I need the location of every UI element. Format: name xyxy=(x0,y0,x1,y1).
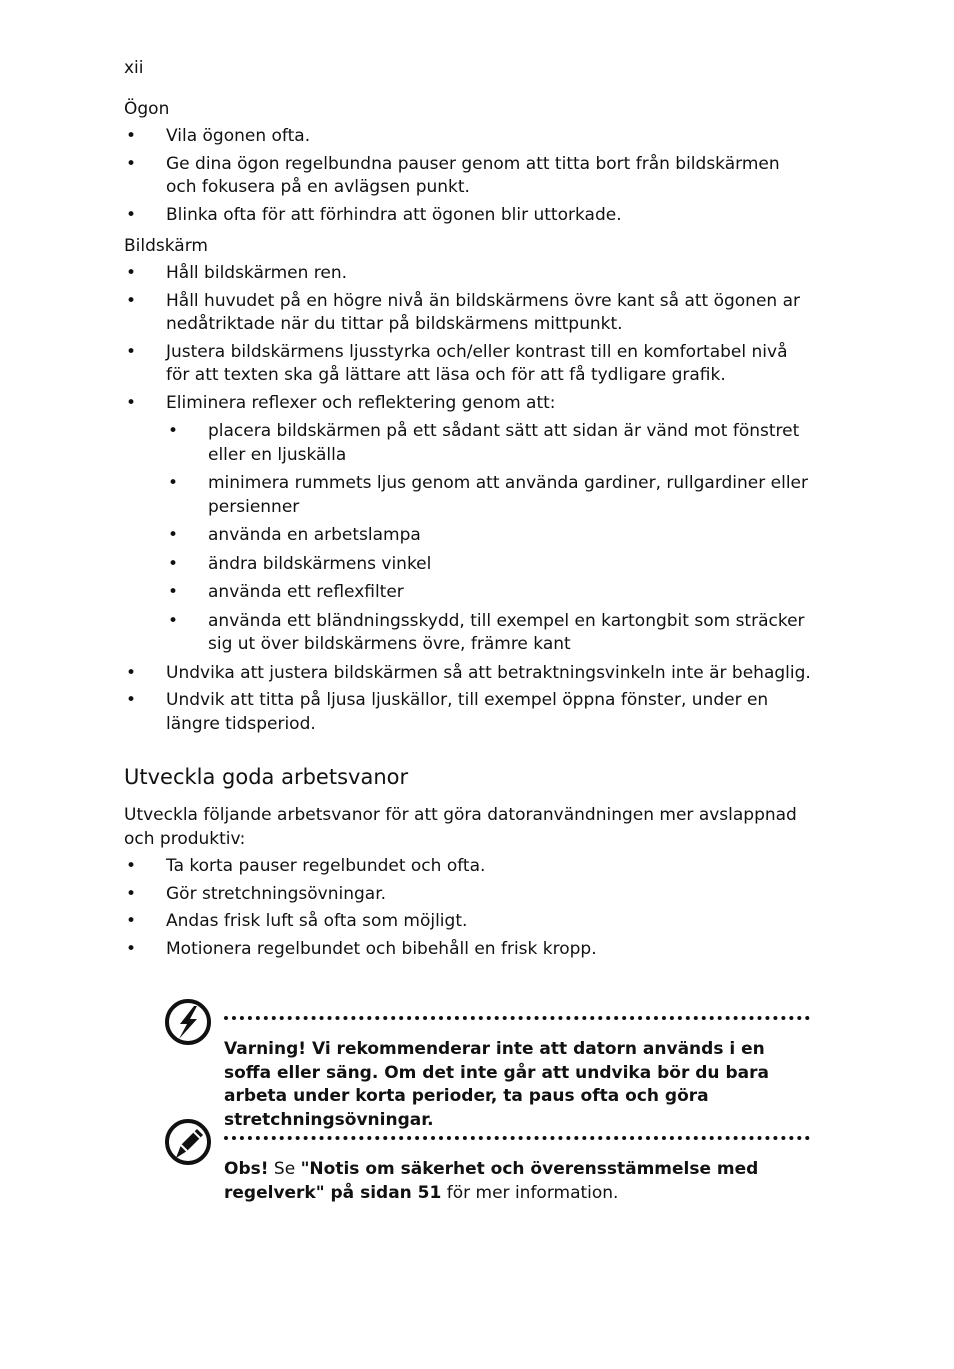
sublist-item: • använda ett reflexfilter xyxy=(166,581,814,605)
section-heading: Utveckla goda arbetsvanor xyxy=(124,765,409,789)
warning-notice xyxy=(164,998,810,1130)
pen-note-icon xyxy=(164,1118,212,1166)
lightning-warning-icon xyxy=(164,998,212,1046)
divider xyxy=(224,1016,810,1020)
sublist-item: • minimera rummets ljus genom att använda gardiner, rullgardiner eller persienner xyxy=(166,472,814,519)
section-label-display: Bildskärm xyxy=(124,236,208,256)
list-item: • Undvika att justera bildskärmen så att betraktningsvinkeln inte är behaglig. xyxy=(124,662,814,686)
eyes-list xyxy=(124,125,814,227)
note-text xyxy=(224,1158,810,1205)
sublist-item: • ändra bildskärmens vinkel xyxy=(166,553,814,577)
note-notice xyxy=(164,1118,810,1218)
sublist-item: • använda ett bländningsskydd, till exempel en kartongbit som sträcker sig ut över bildskärmens övre, främre kant xyxy=(166,610,814,657)
list-item-with-sublist xyxy=(124,392,814,657)
habits-list xyxy=(124,855,814,961)
page-number: xii xyxy=(124,58,144,78)
list-item: • Motionera regelbundet och bibehåll en frisk kropp. xyxy=(124,938,814,962)
note-pre: Se xyxy=(273,1159,296,1179)
note-label: Obs! xyxy=(224,1159,269,1179)
cross-reference-link[interactable]: "Notis om säkerhet och överensstämmelse med regelverk" på sidan 51 xyxy=(224,1159,759,1203)
list-item: • Ge dina ögon regelbundna pauser genom att titta bort från bildskärmen och fokusera på en avlägsen punkt. xyxy=(124,153,814,200)
list-item: • Justera bildskärmens ljusstyrka och/eller kontrast till en komfortabel nivå för att texten ska gå lättare att läsa och för att få tydligare grafik. xyxy=(124,341,814,388)
section-label-eyes: Ögon xyxy=(124,99,170,119)
list-item: • Vila ögonen ofta. xyxy=(124,125,814,149)
sublist-item: • placera bildskärmen på ett sådant sätt att sidan är vänd mot fönstret eller en ljuskälla xyxy=(166,420,814,467)
list-item: • Ta korta pauser regelbundet och ofta. xyxy=(124,855,814,879)
display-list xyxy=(124,262,814,736)
note-post: för mer information. xyxy=(446,1182,619,1203)
list-item: • Håll huvudet på en högre nivå än bildskärmens övre kant så att ögonen ar nedåtriktade när du tittar på bildskärmens mittpunkt. xyxy=(124,290,814,337)
list-item: • Blinka ofta för att förhindra att ögonen blir uttorkade. xyxy=(124,204,814,228)
warning-text: Varning! Vi rekommenderar inte att datorn används i en soffa eller säng. Om det inte går att undvika bör du bara arbeta under korta perioder, ta paus ofta och göra stretchningsövningar. xyxy=(224,1039,769,1130)
list-item: • Andas frisk luft så ofta som möjligt. xyxy=(124,910,814,934)
list-item: • Undvik att titta på ljusa ljuskällor, till exempel öppna fönster, under en längre tidsperiod. xyxy=(124,689,814,736)
glare-sublist xyxy=(166,420,814,657)
list-item: • Håll bildskärmen ren. xyxy=(124,262,814,286)
list-item-text: Eliminera reflexer och reflektering genom att: xyxy=(166,392,556,413)
list-item: • Gör stretchningsövningar. xyxy=(124,883,814,907)
divider xyxy=(224,1136,810,1140)
sublist-item: • använda en arbetslampa xyxy=(166,524,814,548)
page-content xyxy=(124,98,814,965)
intro-paragraph: Utveckla följande arbetsvanor för att göra datoranvändningen mer avslappnad och produktiv: xyxy=(124,805,797,849)
